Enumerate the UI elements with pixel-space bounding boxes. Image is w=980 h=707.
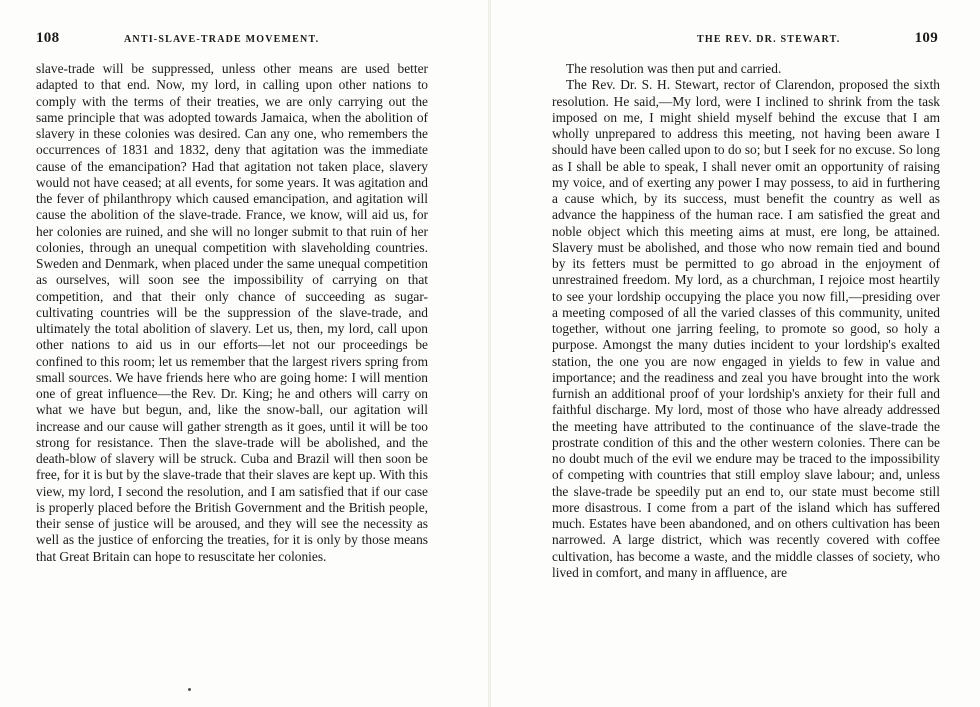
right-paragraph-2: The Rev. Dr. S. H. Stewart, rector of Clarendon, proposed the sixth resolution. He said,—My lord, were I inclined to shrink from the task imposed on me, I might shield myself behind the excuse that I am wholly unprepared to address this meeting, not having been aware I should have been called upon to do so; but I seek for no excuse. So long as I shall be able to speak, I shall never omit an opportunity of raising my voice, and of exerting any power I may possess, to aid in furthering a cause which, by its success, must benefit the country as well as advance the happiness of the human race. I am satisfied the great and noble object which this meeting aims at must, ere long, be attained. Slavery must be abolished, and those who now remain tied and bound by its fetters must be permitted to go abroad in the enjoyment of unrestrained freedom. My lord, as a churchman, I rejoice most heartily to see your lordship occupying the place you now fill,—presiding over a meeting composed of all the varied classes of this community, united together, without one jarring feeling, to promote so good, so holy a purpose. Amongst the many duties incident to your lordship's exalted station, the one you are now engaged in yields to few in value and importance; and the readiness and zeal you have brought into the work furnish an additional proof of your lordship's anxiety for their full and faithful discharge. My lord, most of those who have already addressed the meeting have attributed to the continuance of the slave-trade the prostrate condition of this and the other western colonies. There can be no doubt much of the evil we endure may be traced to the impossibility of competing with countries that still employ slave labour; and, unless the slave-trade be speedily put an end to, our state must become still more disastrous. I come from a part of the island which has suffered much. Estates have been abandoned, and on others cultivation has been narrowed. A large district, which was recently covered with coffee cultivation, has become a waste, and the middle classes of society, who lived in comfort, and many in affluence, are <box>552 77 940 580</box>
left-page-body <box>36 61 428 565</box>
right-page-number: 109 <box>914 30 938 46</box>
right-paragraph-1: The resolution was then put and carried. <box>566 61 782 76</box>
right-running-head: THE REV. DR. STEWART. <box>697 34 841 45</box>
left-paragraph-1: slave-trade will be suppressed, unless other means are used better adapted to that end. Now, my lord, in calling upon other nations to comply with the terms of their treaties, we are only carrying out the same principle that was adopted towards Jamaica, when the abolition of slavery in these colonies was desired. Can any one, who remembers the occurrences of 1831 and 1832, deny that agitation was the immediate cause of the emancipation? Had that agitation not taken place, slavery would not have ceased; at all events, for some years. It was agitation and the fever of philanthropy which caused emancipation, and agitation will cause the abolition of the slave-trade. France, we know, will aid us, for her colonies are ruined, and she will no longer submit to that ruin of her colonies, through an unequal competition with slaveholding countries. Sweden and Denmark, when placed under the same unequal competition as ourselves, will soon see the impossibility of carrying on that competition, and that their only chance of succeeding as sugar-cultivating countries will be the suppression of the slave-trade, and ultimately the total abolition of slavery. Let us, then, my lord, call upon other nations to aid us in our efforts—let not our proceedings be confined to this room; let us remember that the largest rivers spring from small sources. We have friends here who are going home: I will mention one of great influence—the Rev. Dr. King; he and others will carry on what we have but begun, and, like the snow-ball, our agitation will increase and our cause will gather strength as it goes, until it will be too strong for resistance. Then the slave-trade will be abolished, and the death-blow of slavery will be struck. Cuba and Brazil will then soon be free, for it is but by the slave-trade that their slaves are kept up. With this view, my lord, I second the resolution, and I am satisfied that if our case is properly placed before the British Government and the British people, their sense of justice will be aroused, and they will see the necessity as well as the justice of enforcing the treaties, for it is only by those means that Great Britain can hope to resuscitate her colonies. <box>36 61 428 564</box>
left-running-head: ANTI-SLAVE-TRADE MOVEMENT. <box>124 34 320 45</box>
page-speck <box>188 688 191 691</box>
right-page-body <box>552 61 940 581</box>
left-page-number: 108 <box>36 30 60 46</box>
left-page-header <box>36 30 426 52</box>
right-page-header <box>562 30 938 52</box>
right-page <box>490 0 980 707</box>
